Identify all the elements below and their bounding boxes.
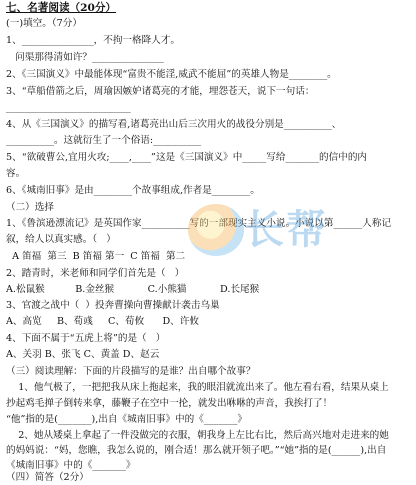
section-4-title: （四）简答（2分） [6, 472, 89, 483]
c3-options: A、高览 B、荀彧 C、荀攸 D、许攸 [6, 316, 199, 327]
r2a: 2、她从矮桌上拿起了一件没做完的衣服，朝我身上左比右比，然后高兴地对走进来的她 [6, 430, 389, 441]
c4: 4、下面不属于“五虎上将”的是（ ） [6, 333, 166, 344]
r2c: 《城南旧事》中的《_______》 [6, 460, 136, 471]
q4a: 4、从《三国演义》的描写看,诸葛亮出山后三次用火的战役分别是__________、 [6, 119, 342, 130]
c1b: 叙，给人以真实感。（ ） [6, 234, 116, 245]
watermark-text: 长帮 [244, 207, 328, 253]
q6: 6、《城南旧事》是由________个故事组成,作者是________。 [6, 185, 260, 196]
q2: 2、《三国演义》中最能体现“富贵不能淫,威武不能屈”的英雄人物是________。 [6, 69, 337, 80]
c4-options: A、关羽 B、张飞 C、黄盖 D、赵云 [6, 349, 160, 360]
c3: 3、官渡之战中（ ）投奔曹操向曹操献计袭击乌巢 [6, 300, 220, 311]
q1b: 问渠那得清如许？_______________ [6, 52, 164, 63]
r1b: 抄起鸡毛掸子倒转来拿，藤鞭子在空中一抡，就发出咻咻的声音，我挨打了！ [6, 398, 333, 409]
r1a: 1、他气极了，一把把我从床上拖起来，我的眼泪就流出来了。他左看右看，结果从桌上 [6, 382, 389, 393]
c1a: 1、《鲁滨逊漂流记》是英国作家__________写的一部现实主义小说。小说以第______人称记 [6, 218, 392, 229]
section-2-title: （二）选择 [6, 202, 54, 213]
section-3-title: （三）阅读理解：下面的片段描写的是谁？出自哪个故事？ [6, 366, 256, 377]
section-1-title: (一)填空。（7分） [6, 18, 82, 29]
r2b: 的妈妈说：“妈，您瞧，我怎么说的，刚合适！那么就开领子吧。”“她”指的是(______),出自 [6, 445, 387, 456]
c2: 2、踏青时，米老师和同学们首先是（ ） [6, 268, 185, 279]
q3-answer: __________________________ [6, 102, 131, 113]
q5b: 容。 [6, 168, 26, 179]
heading: 七、名著阅读（20分） [6, 2, 117, 14]
c2-options: A.松鼠猴 B.金丝猴 C.小熊猫 D.长尾猴 [6, 284, 260, 295]
q1a: 1、_______________，不拘一格降人才。 [6, 35, 180, 46]
r1c: “他”指的是(_______),出自《城南旧事》中的《_______》 [6, 414, 248, 425]
q4b: __________。这就衍生了一个俗语:__________ [6, 135, 202, 146]
q5a: 5、“欲破曹公,宜用火攻;____,____”这是《三国演义》中_____写给_______的信中的内 [6, 152, 368, 163]
c1-options: A 笛福 第三 B 笛福 第一 C 笛福 第二 [6, 251, 186, 262]
q3: 3、“草船借箭之后，周瑜因嫉妒诸葛亮的才能，埋怨苍天，说下一句话： [6, 86, 315, 97]
